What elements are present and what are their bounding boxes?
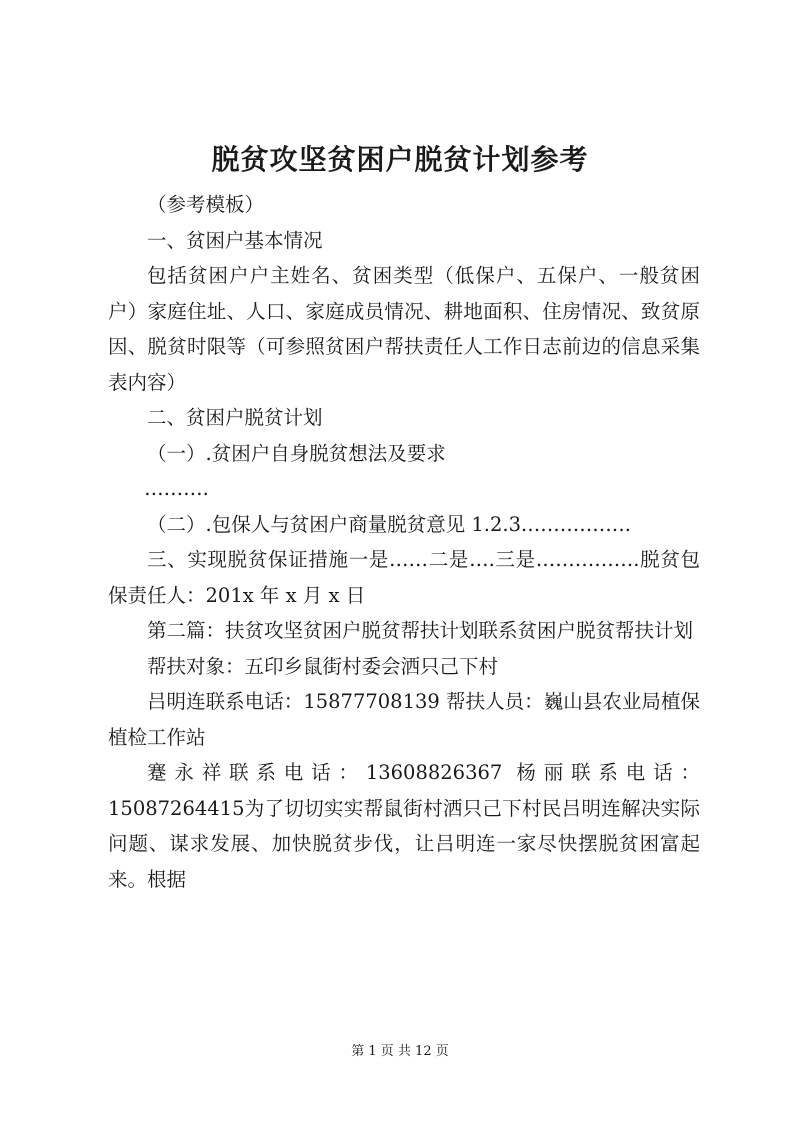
document-body	[108, 187, 700, 897]
page-footer: 第 1 页 共 12 页	[351, 1044, 449, 1059]
paragraph-section-3: 三、实现脱贫保证措施一是……二是….三是…………….脱贫包保责任人：201x 年 x 月 x 日	[108, 548, 700, 607]
paragraph-template-note: （参考模板）	[147, 193, 265, 216]
paragraph-contact-2: 蹇永祥联系电话：13608826367 杨丽联系电话：15087264415为了切切实实帮鼠街村洒只己下村民吕明连解决实际问题、谋求发展、加快脱贫步伐，让吕明连一家尽快摆脱贫困富起来。根据	[108, 761, 700, 891]
paragraph-basic-info: 包括贫困户户主姓名、贫困类型（低保户、五保户、一般贫困户）家庭住址、人口、家庭成员情况、耕地面积、住房情况、致贫原因、脱贫时限等（可参照贫困户帮扶责任人工作日志前边的信息采集表内容）	[108, 264, 700, 394]
paragraph-section-1-heading: 一、贫困户基本情况	[147, 228, 323, 252]
paragraph-section-2-heading: 二、贫困户脱贫计划	[147, 406, 323, 429]
paragraph-subsection-1: （一）.贫困户自身脱贫想法及要求	[147, 441, 446, 465]
paragraph-assistance-target: 帮扶对象：五印乡鼠街村委会洒只己下村	[147, 654, 499, 678]
document-title: 脱贫攻坚贫困户脱贫计划参考	[211, 143, 589, 176]
paragraph-ellipsis: ……….	[144, 477, 209, 500]
paragraph-subsection-2: （二）.包保人与贫困户商量脱贫意见 1.2.3.…………….	[147, 512, 631, 536]
paragraph-contact-1: 吕明连联系电话：15877708139 帮扶人员：巍山县农业局植保植检工作站	[108, 690, 700, 749]
paragraph-second-article: 第二篇：扶贫攻坚贫困户脱贫帮扶计划联系贫困户脱贫帮扶计划	[147, 619, 694, 642]
